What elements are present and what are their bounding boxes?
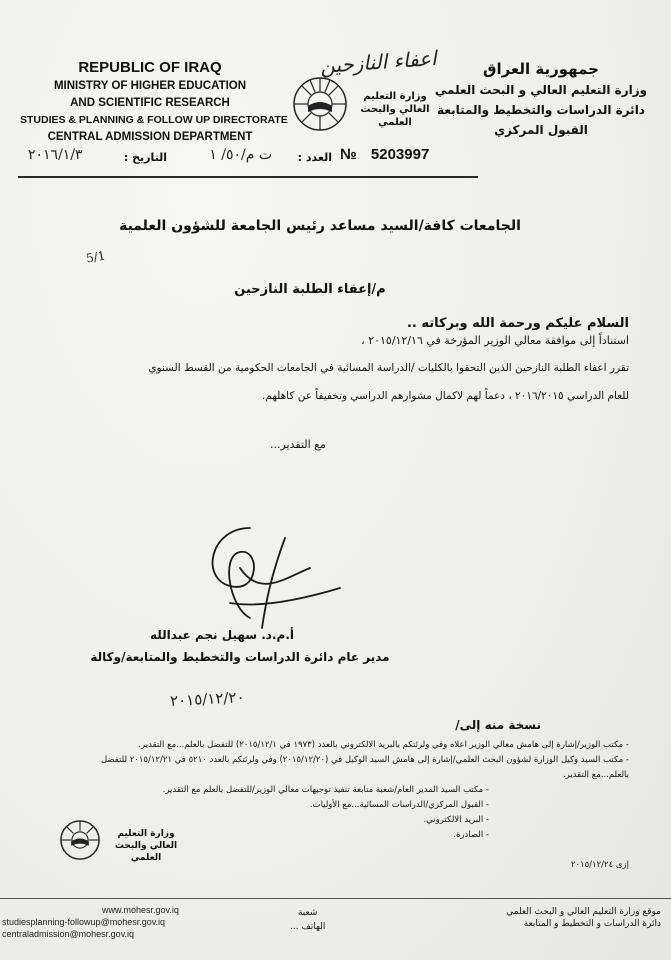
document-number — [340, 146, 429, 163]
reference-block — [22, 145, 332, 169]
copy-item: - مكتب السيد المدير العام/شعبة متابعة تنفيذ توجيهات معالي الوزير/للتفضل بالعلم مع التقدير. — [162, 785, 489, 795]
footer-website: www.mohesr.gov.iq — [102, 905, 179, 915]
addressee: الجامعات كافة/السيد مساعد رئيس الجامعة للشؤون العلمية — [119, 218, 521, 234]
copy-item: - القبول المركزي/الدراسات المسائية...مع الأوليات. — [309, 800, 489, 810]
header-en-line: MINISTRY OF HIGHER EDUCATION — [53, 80, 247, 92]
signer-name: أ.م.د. سهيل نجم عبدالله — [150, 628, 294, 642]
header-ar-line: القبول المركزي — [494, 123, 588, 137]
footer-logo-text: وزارة التعليم العالي والبحث العلمي — [114, 829, 178, 863]
greeting: السلام عليكم ورحمة الله وبركاته .. — [406, 316, 629, 331]
footer-emblem-icon — [58, 818, 102, 862]
copy-item: - مكتب السيد وكيل الوزارة لشؤون البحث العلمي/إشارة إلى هامش السيد الوكيل في (٢٠١٥/١٢/٢٠) وفي ولرئتكم بالعدد ٥٢١٠ في ٢٠١٥/١٢/٢١ للتفضل — [100, 755, 629, 765]
ref-label: العدد : — [297, 151, 332, 164]
header-ar-line: دائرة الدراسات والتخطيط والمتابعة — [437, 103, 645, 117]
header-english — [20, 58, 288, 146]
footer-center-line: شعبة — [297, 908, 318, 918]
footer-right-line: دائرة الدراسات و التخطيط و المتابعة — [523, 919, 661, 929]
number-symbol: № — [340, 146, 357, 163]
header-en-line: STUDIES & PLANNING & FOLLOW UP DIRECTORATE — [20, 114, 288, 126]
copies-heading: نسخة منه إلى/ — [455, 718, 541, 732]
header-ar-line: وزارة التعليم العالي و البحث العلمي — [434, 83, 648, 97]
date-value: ٢٠١٦/١/٣ — [28, 147, 83, 163]
number-value: 5203997 — [370, 146, 430, 163]
copy-item: - البريد الالكتروني. — [423, 815, 489, 825]
signer-title: مدير عام دائرة الدراسات والتخطيط والمتابعة/وكالة — [90, 650, 390, 664]
footer-logo — [58, 818, 188, 868]
footer-email: centraladmission@mohesr.gov.iq — [2, 929, 135, 939]
subject: م/إعفاء الطلبة النازحين — [234, 282, 386, 297]
signature-date: ٢٠١٥/١٢/٢٠ — [169, 688, 245, 710]
copy-item: - الصادرة. — [453, 830, 489, 840]
body-line-2: تقرر اعفاء الطلبة النازحين الذين التحقوا بالكليات /الدراسة المسائية في الجامعات الحكومية من القسط السنوي — [148, 362, 629, 374]
footer-right-line: موقع وزارة التعليم العالي و البحث العلمي — [506, 907, 661, 917]
header-en-line: AND SCIENTIFIC RESEARCH — [70, 97, 230, 109]
logo-text: وزارة التعليم العالي والبحث العلمي — [360, 91, 430, 128]
footer-center — [290, 906, 325, 934]
signature-scribble-icon — [190, 508, 350, 638]
footer-email: studiesplanning-followup@mohesr.gov.iq — [2, 917, 166, 927]
body-line-3: للعام الدراسي ٢٠١٦/٢٠١٥ ، دعماً لهم لاكمال مشوارهم الدراسي وتخفيفاً عن كاهلهم. — [262, 390, 629, 402]
header-en-line: REPUBLIC OF IRAQ — [78, 59, 222, 76]
header-arabic — [431, 58, 651, 140]
footer-left — [2, 904, 179, 940]
copies-ref: إزى ٢٠١٥/١٢/٢٤ — [570, 860, 629, 870]
date-label: التاريخ : — [123, 151, 167, 164]
footer-right — [506, 906, 661, 930]
handwritten-note: اعفاء النازحين — [319, 45, 438, 79]
footer-divider — [0, 898, 671, 899]
ref-value: ت م/٥٠/ ١ — [209, 147, 272, 163]
closing: مع التقدير... — [270, 438, 326, 451]
ministry-logo — [290, 70, 440, 140]
ministry-emblem-icon — [290, 74, 350, 134]
body-line-1: استناداً إلى موافقة معالي الوزير المؤرخة في ٢٠١٥/١٢/١٦ ، — [361, 334, 629, 347]
header-divider — [18, 176, 478, 178]
footer-center-line: الهاتف ... — [290, 922, 326, 932]
header-en-line: CENTRAL ADMISSION DEPARTMENT — [47, 131, 253, 143]
copy-item: - مكتب الوزير/إشارة إلى هامش معالي الوزير اعلاه وفي ولرئتكم بالبريد الالكتروني بالعدد (١٩٧٣ في ٢٠١٥/١٢/١) للتفضل بالعلم...مع التقدير. — [138, 740, 629, 750]
copy-item: بالعلم...مع التقدير. — [562, 770, 629, 780]
header-ar-line: جمهورية العراق — [483, 60, 599, 78]
side-mark: 5/1 — [84, 248, 107, 266]
